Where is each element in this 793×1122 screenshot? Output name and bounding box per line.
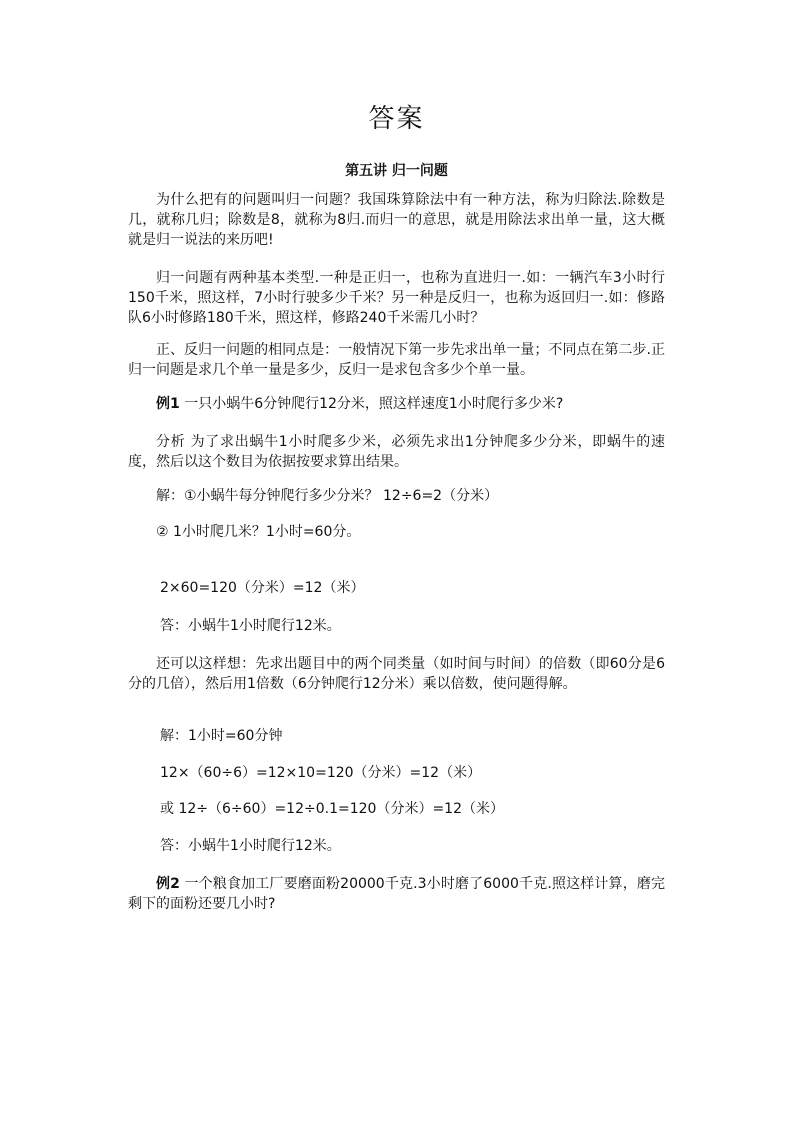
page-title: 答案 [368,104,425,134]
answer-2: 答：小蜗牛1小时爬行12米。 [160,838,341,854]
comparison-paragraph: 正、反归一问题的相同点是：一般情况下第一步先求出单一量；不同点在第二步.正归一问题是求几个单一量是多少，反归一是求包含多少个单一量。 [128,342,665,378]
solution-1-step-1: 解：①小蜗牛每分钟爬行多少分米？ 12÷6=2（分米） [156,488,499,504]
answer-1: 答：小蜗牛1小时爬行12米。 [160,618,341,634]
analysis-paragraph: 分析 为了求出蜗牛1小时爬多少米，必须先求出1分钟爬多少分米，即蜗牛的速度，然后以这个数目为依据按要求算出结果。 [128,434,665,470]
example-2-label: 例2 [156,876,180,892]
solution-2-step-1: 解：1小时=60分钟 [160,728,283,744]
intro-paragraph: 为什么把有的问题叫归一问题？我国珠算除法中有一种方法，称为归除法.除数是几，就称几归；除数是8，就称为8归.而归一的意思，就是用除法求出单一量，这大概就是归一说法的来历吧! [128,192,665,248]
example-1-text: 一只小蜗牛6分钟爬行12分米，照这样速度1小时爬行多少米? [179,396,564,412]
example-1-label: 例1 [156,396,180,412]
solution-2-calculation-2: 或 12÷（6÷60）=12÷0.1=120（分米）=12（米） [160,801,504,817]
alternative-method-paragraph: 还可以这样想：先求出题目中的两个同类量（如时间与时间）的倍数（即60分是6分的几倍），然后用1倍数（6分钟爬行12分米）乘以倍数，使问题得解。 [128,656,665,692]
types-paragraph: 归一问题有两种基本类型.一种是正归一，也称为直进归一.如：一辆汽车3小时行150千米，照这样，7小时行驶多少千米？另一种是反归一，也称为返回归一.如：修路队6小时修路180千米，照这样，修路240千米需几小时？ [128,270,665,326]
solution-2-calculation-1: 12×（60÷6）=12×10=120（分米）=12（米） [160,765,482,781]
lesson-heading: 第五讲 归一问题 [345,163,448,179]
example-2-question [128,874,665,914]
example-2-text: 一个粮食加工厂要磨面粉20000千克.3小时磨了6000千克.照这样计算，磨完剩下的面粉还要几小时? [128,876,666,912]
example-1-question [156,394,563,414]
solution-1-step-2: ② 1小时爬几米？1小时=60分。 [156,524,361,540]
solution-1-calculation: 2×60=120（分米）=12（米） [160,580,365,596]
